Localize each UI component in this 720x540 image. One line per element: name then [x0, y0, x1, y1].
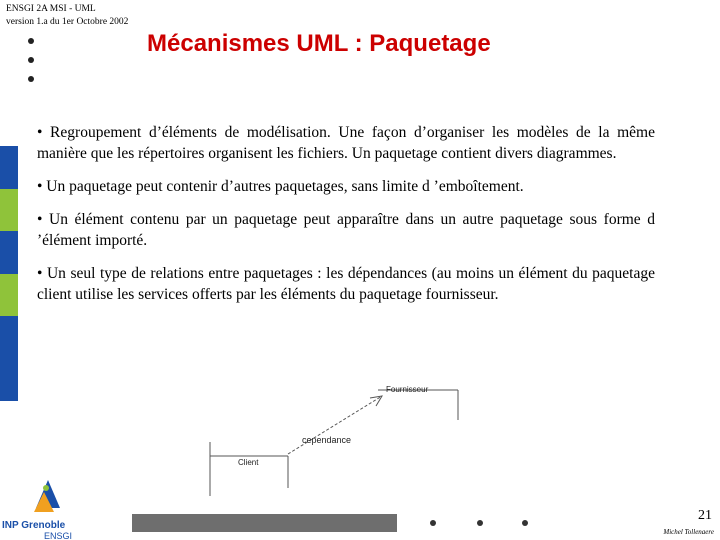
- color-sidebar: [0, 146, 18, 402]
- footer-dot: [477, 520, 483, 526]
- sidebar-segment: [0, 189, 18, 232]
- sidebar-segment: [0, 146, 18, 189]
- sidebar-segment: [0, 231, 18, 274]
- dependency-label: cependance: [302, 435, 352, 445]
- sidebar-segment: [0, 274, 18, 317]
- author-name: Michel Tollenaere: [663, 528, 714, 536]
- footer-dot: [522, 520, 528, 526]
- dot: [28, 76, 34, 82]
- inp-grenoble-logo: [0, 478, 90, 540]
- course-label: ENSGI 2A MSI - UML: [6, 4, 96, 14]
- decorative-dots: [28, 38, 38, 95]
- sidebar-segment: [0, 359, 18, 402]
- client-label: Client: [238, 458, 259, 467]
- dependency-arrow: [288, 396, 382, 454]
- header-info: [6, 3, 128, 29]
- version-label: version 1.a du 1er Octobre 2002: [6, 17, 129, 27]
- bullet-item: • Un élément contenu par un paquetage peut apparaître dans un autre paquetage sous forme d ’élément importé.: [37, 211, 655, 249]
- slide-title: Mécanismes UML : Paquetage: [147, 30, 491, 57]
- bullet-item: • Un seul type de relations entre paquetages : les dépendances (au moins un élément du paquetage client utilise les services offerts par les éléments du paquetage fournisseur.: [37, 265, 655, 303]
- bullet-item: • Regroupement d’éléments de modélisation. Une façon d’organiser les modèles de la même manière que les répertoires organisent les fichiers. Un paquetage contient divers diagrammes.: [37, 124, 655, 162]
- package-dependency-diagram: [200, 376, 480, 496]
- dot: [28, 38, 34, 44]
- footer-bar: [132, 514, 397, 532]
- client-package: [210, 442, 288, 496]
- svg-text:INP Grenoble: INP Grenoble: [2, 520, 66, 531]
- svg-text:ENSGI: ENSGI: [44, 531, 73, 540]
- footer-dot: [430, 520, 436, 526]
- supplier-label: Fournisseur: [386, 385, 429, 394]
- supplier-package: [378, 385, 458, 420]
- bullet-list: [37, 122, 655, 317]
- bullet-item: • Un paquetage peut contenir d’autres paquetages, sans limite d ’emboîtement.: [37, 178, 524, 195]
- page-number: 21: [698, 508, 712, 523]
- sidebar-segment: [0, 316, 18, 359]
- dot: [28, 57, 34, 63]
